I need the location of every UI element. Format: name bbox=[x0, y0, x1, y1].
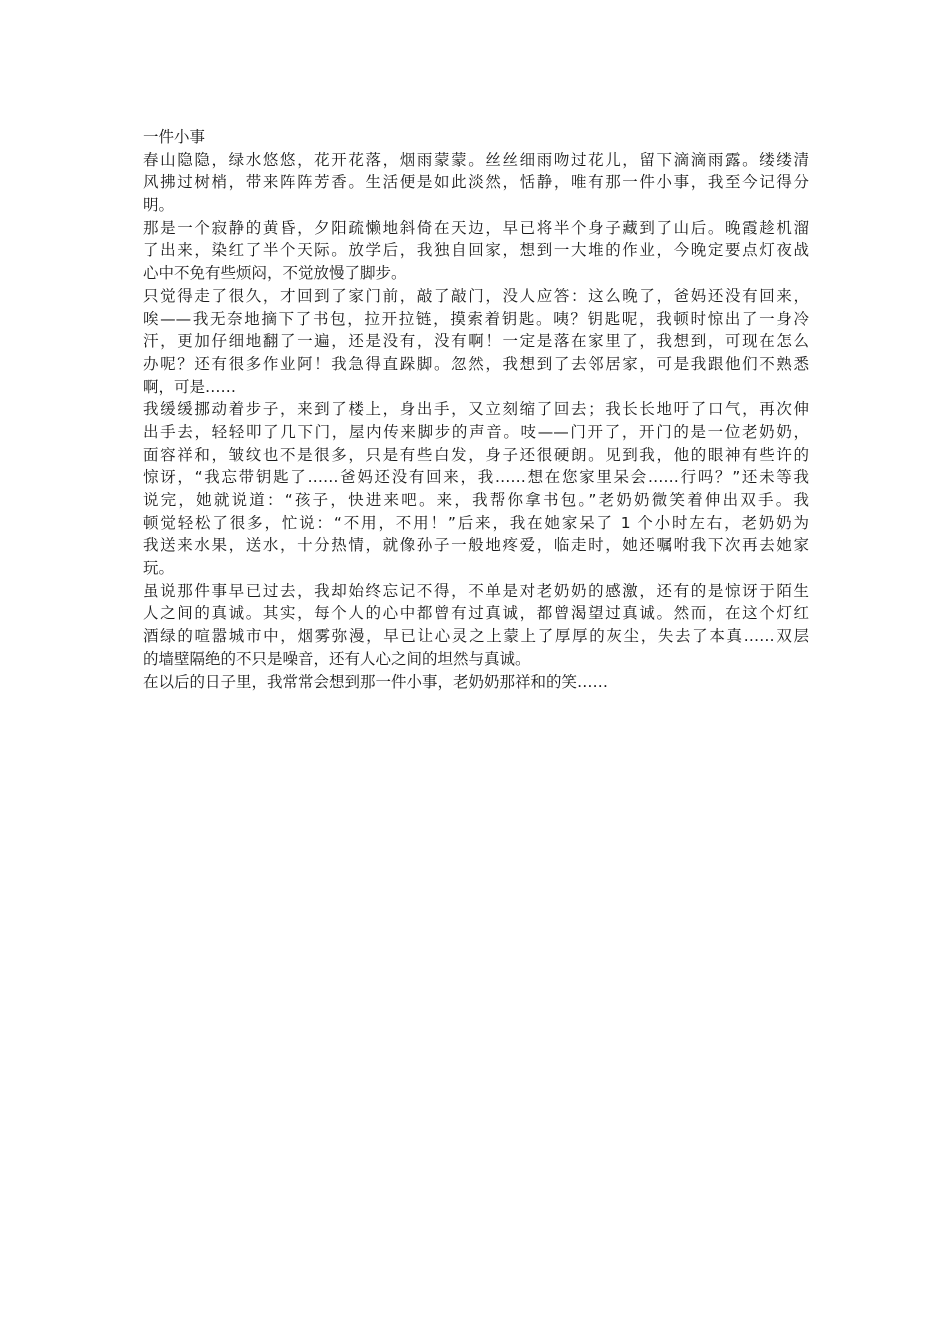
text-line: 了出来，染红了半个天际。放学后，我独自回家，想到一大堆的作业，今晚定要点灯夜战 bbox=[143, 241, 809, 260]
text-line: 我送来水果，送水，十分热情，就像孙子一般地疼爱，临走时，她还嘱咐我下次再去她家 bbox=[143, 536, 809, 555]
text-line: 说完，她就说道：“孩子，快进来吧。来，我帮你拿书包。”老奶奶微笑着伸出双手。我 bbox=[143, 491, 809, 509]
text-line: 的墙壁隔绝的不只是噪音，还有人心之间的坦然与真诚。 bbox=[143, 649, 531, 668]
text-line: 汗，更加仔细地翻了一遍，还是没有，没有啊！一定是落在家里了，我想到，可现在怎么 bbox=[143, 332, 809, 351]
text-line: 办呢？还有很多作业阿！我急得直跺脚。忽然，我想到了去邻居家，可是我跟他们不熟悉 bbox=[143, 354, 809, 373]
text-line: 在以后的日子里，我常常会想到那一件小事，老奶奶那祥和的笑…… bbox=[143, 672, 609, 691]
text-line: 那是一个寂静的黄昏，夕阳疏懒地斜倚在天边，早已将半个身子藏到了山后。晚霞趁机溜 bbox=[143, 218, 809, 237]
text-line: 出手去，轻轻叩了几下门，屋内传来脚步的声音。吱——门开了，开门的是一位老奶奶， bbox=[143, 422, 809, 441]
text-line: 风拂过树梢，带来阵阵芳香。生活便是如此淡然，恬静，唯有那一件小事，我至今记得分 bbox=[143, 173, 809, 192]
text-line: 虽说那件事早已过去，我却始终忘记不得，不单是对老奶奶的感激，还有的是惊讶于陌生 bbox=[143, 581, 809, 600]
text-line: 酒绿的喧嚣城市中，烟雾弥漫，早已让心灵之上蒙上了厚厚的灰尘，失去了本真……双层 bbox=[143, 627, 809, 646]
text-line: 我缓缓挪动着步子，来到了楼上，身出手，又立刻缩了回去；我长长地吁了口气，再次伸 bbox=[143, 400, 809, 419]
text-line: 面容祥和，皱纹也不是很多，只是有些白发，身子还很硬朗。见到我，他的眼神有些许的 bbox=[143, 445, 809, 464]
text-line: 玩。 bbox=[143, 559, 175, 578]
text-line: 惊讶，“我忘带钥匙了……爸妈还没有回来，我……想在您家里呆会……行吗？”还未等我 bbox=[143, 468, 809, 487]
text-line: 啊，可是…… bbox=[143, 377, 237, 396]
document-page bbox=[143, 126, 809, 693]
text-line: 只觉得走了很久，才回到了家门前，敲了敲门，没人应答：这么晚了，爸妈还没有回来， bbox=[143, 286, 809, 305]
text-line: 明。 bbox=[143, 196, 175, 215]
text-line: 春山隐隐，绿水悠悠，花开花落，烟雨蒙蒙。丝丝细雨吻过花儿，留下滴滴雨露。缕缕清 bbox=[143, 150, 809, 169]
text-line: 人之间的真诚。其实，每个人的心中都曾有过真诚，都曾渴望过真诚。然而，在这个灯红 bbox=[143, 604, 809, 623]
text-line: 顿觉轻松了很多，忙说：“不用，不用！”后来，我在她家呆了 1 个小时左右，老奶奶为 bbox=[143, 513, 809, 532]
document-title: 一件小事 bbox=[143, 128, 206, 146]
text-line: 心中不免有些烦闷，不觉放慢了脚步。 bbox=[143, 264, 407, 283]
text-line: 唉——我无奈地摘下了书包，拉开拉链，摸索着钥匙。咦？钥匙呢，我顿时惊出了一身冷 bbox=[143, 309, 809, 328]
